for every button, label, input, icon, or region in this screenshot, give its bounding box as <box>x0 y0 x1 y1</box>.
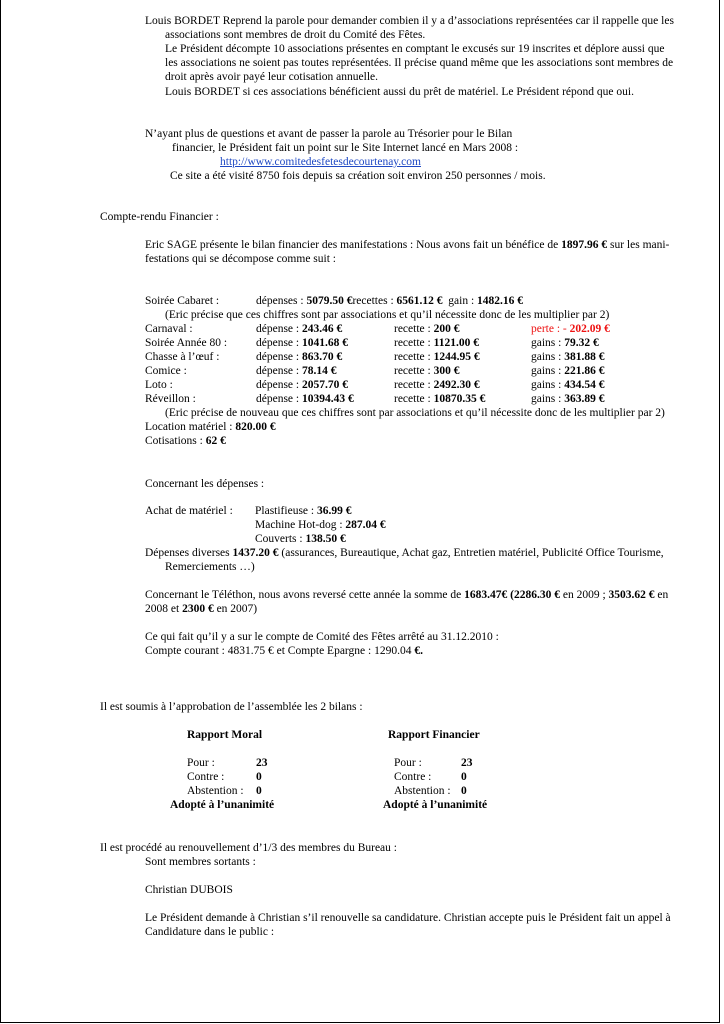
event-row-cabaret <box>145 294 219 308</box>
vote-label: Pour : <box>187 757 215 769</box>
comptes-line: Compte courant : 4831.75 € et Compte Epargne : 1290.04 €. <box>145 645 423 657</box>
event-name: Comice : <box>145 365 187 377</box>
vote-label: Abstention : <box>187 785 244 797</box>
paragraph-line: Sont membres sortants : <box>145 856 256 868</box>
event-gain: gains : 434.54 € <box>531 379 605 391</box>
paragraph-line: les associations ne soient pas toutes représentées. Il précise quand même que les associations sont membres de <box>165 57 674 69</box>
event-name: Réveillon : <box>145 393 196 405</box>
vote-label: Contre : <box>394 771 432 783</box>
paragraph-line: Eric SAGE présente le bilan financier des manifestations : Nous avons fait un bénéfice de 1897.96 € sur les mani- <box>145 239 670 251</box>
achat-label: Achat de matériel : <box>145 505 233 517</box>
paragraph-line: Remerciements …) <box>165 561 255 573</box>
section-heading: Concernant les dépenses : <box>145 478 265 490</box>
depenses-diverses-line: Dépenses diverses 1437.20 € (assurances, Bureautique, Achat gaz, Entretien matériel, Publicité Office Tourisme, <box>145 547 664 559</box>
rapport-financier-title: Rapport Financier <box>388 729 480 741</box>
rapport-moral-title: Rapport Moral <box>187 729 263 741</box>
paragraph-line: financier, le Président fait un point sur le Site Internet lancé en Mars 2008 : <box>172 142 519 154</box>
location-line: Location matériel : 820.00 € <box>145 421 276 433</box>
vote-result: Adopté à l’unanimité <box>383 799 488 811</box>
vote-label: Abstention : <box>394 785 451 797</box>
event-gain: gains : 79.32 € <box>531 337 599 349</box>
event-expense: dépense : 863.70 € <box>256 351 343 363</box>
paragraph-line: N’ayant plus de questions et avant de passer la parole au Trésorier pour le Bilan <box>145 128 513 140</box>
achat-item: Machine Hot-dog : 287.04 € <box>255 519 386 531</box>
cotisations-line: Cotisations : 62 € <box>145 435 226 447</box>
achat-item: Couverts : 138.50 € <box>255 533 346 545</box>
vote-value: 23 <box>256 757 268 769</box>
event-name: Soirée Cabaret : <box>145 295 220 307</box>
vote-value: 23 <box>461 757 473 769</box>
member-name: Christian DUBOIS <box>145 884 233 896</box>
note-line: (Eric précise que ces chiffres sont par associations et qu’il nécessite donc de les multiplier par 2) <box>165 309 610 321</box>
event-name: Carnaval : <box>145 323 193 335</box>
paragraph-line: droit après avoir payé leur cotisation annuelle. <box>165 71 378 83</box>
vote-value: 0 <box>256 785 262 797</box>
event-loss: perte : - 202.09 € <box>531 323 610 335</box>
event-expense: dépense : 243.46 € <box>256 323 343 335</box>
vote-value: 0 <box>461 771 467 783</box>
vote-value: 0 <box>256 771 262 783</box>
vote-result: Adopté à l’unanimité <box>170 799 275 811</box>
note-line: (Eric précise de nouveau que ces chiffres sont par associations et qu’il nécessite donc de les multiplier par 2) <box>165 407 665 419</box>
cabaret-figures: dépenses : 5079.50 €recettes : 6561.12 € gain : 1482.16 € <box>256 295 524 307</box>
event-revenue: recette : 2492.30 € <box>394 379 480 391</box>
vote-value: 0 <box>461 785 467 797</box>
event-revenue: recette : 10870.35 € <box>394 393 486 405</box>
section-heading: Compte-rendu Financier : <box>100 211 219 223</box>
paragraph-line: Ce site a été visité 8750 fois depuis sa création soit environ 250 personnes / mois. <box>170 170 546 182</box>
paragraph-line: Ce qui fait qu’il y a sur le compte de Comité des Fêtes arrêté au 31.12.2010 : <box>145 631 499 643</box>
telethon-line: Concernant le Téléthon, nous avons reversé cette année la somme de 1683.47€ (2286.30 € en 2009 ; 3503.62 € en <box>145 589 669 601</box>
event-name: Chasse à l’œuf : <box>145 351 220 363</box>
paragraph-line: Candidature dans le public : <box>145 926 275 938</box>
event-expense: dépense : 1041.68 € <box>256 337 348 349</box>
event-gain: gains : 363.89 € <box>531 393 605 405</box>
achat-item: Plastifieuse : 36.99 € <box>255 505 352 517</box>
section-heading: Il est soumis à l’approbation de l’assemblée les 2 bilans : <box>100 701 363 713</box>
paragraph-line: Louis BORDET Reprend la parole pour demander combien il y a d’associations représentées car il rappelle que les <box>145 15 674 27</box>
event-revenue: recette : 200 € <box>394 323 460 335</box>
event-name: Soirée Année 80 : <box>145 337 228 349</box>
event-revenue: recette : 1244.95 € <box>394 351 480 363</box>
event-expense: dépense : 2057.70 € <box>256 379 348 391</box>
event-gain: gains : 221.86 € <box>531 365 605 377</box>
paragraph-line: Le Président décompte 10 associations présentes en comptant le excusés sur 19 inscrites et déplore aussi que <box>165 43 665 55</box>
vote-label: Pour : <box>394 757 422 769</box>
event-gain: gains : 381.88 € <box>531 351 605 363</box>
event-expense: dépense : 78.14 € <box>256 365 337 377</box>
event-name: Loto : <box>145 379 173 391</box>
section-heading: Il est procédé au renouvellement d’1/3 des membres du Bureau : <box>100 842 397 854</box>
vote-label: Contre : <box>187 771 225 783</box>
paragraph-line: festations qui se décompose comme suit : <box>145 253 336 265</box>
paragraph-line: Louis BORDET si ces associations bénéficient aussi du prêt de matériel. Le Président répond que oui. <box>165 86 634 98</box>
paragraph-line: associations sont membres de droit du Comité des Fêtes. <box>165 29 426 41</box>
website-link[interactable]: http://www.comitedesfetesdecourtenay.com <box>220 156 421 168</box>
paragraph-line: Le Président demande à Christian s’il renouvelle sa candidature. Christian accepte puis le Président fait un appel à <box>145 912 671 924</box>
event-expense: dépense : 10394.43 € <box>256 393 354 405</box>
event-revenue: recette : 300 € <box>394 365 460 377</box>
event-revenue: recette : 1121.00 € <box>394 337 479 349</box>
telethon-line: 2008 et 2300 € en 2007) <box>145 603 258 615</box>
